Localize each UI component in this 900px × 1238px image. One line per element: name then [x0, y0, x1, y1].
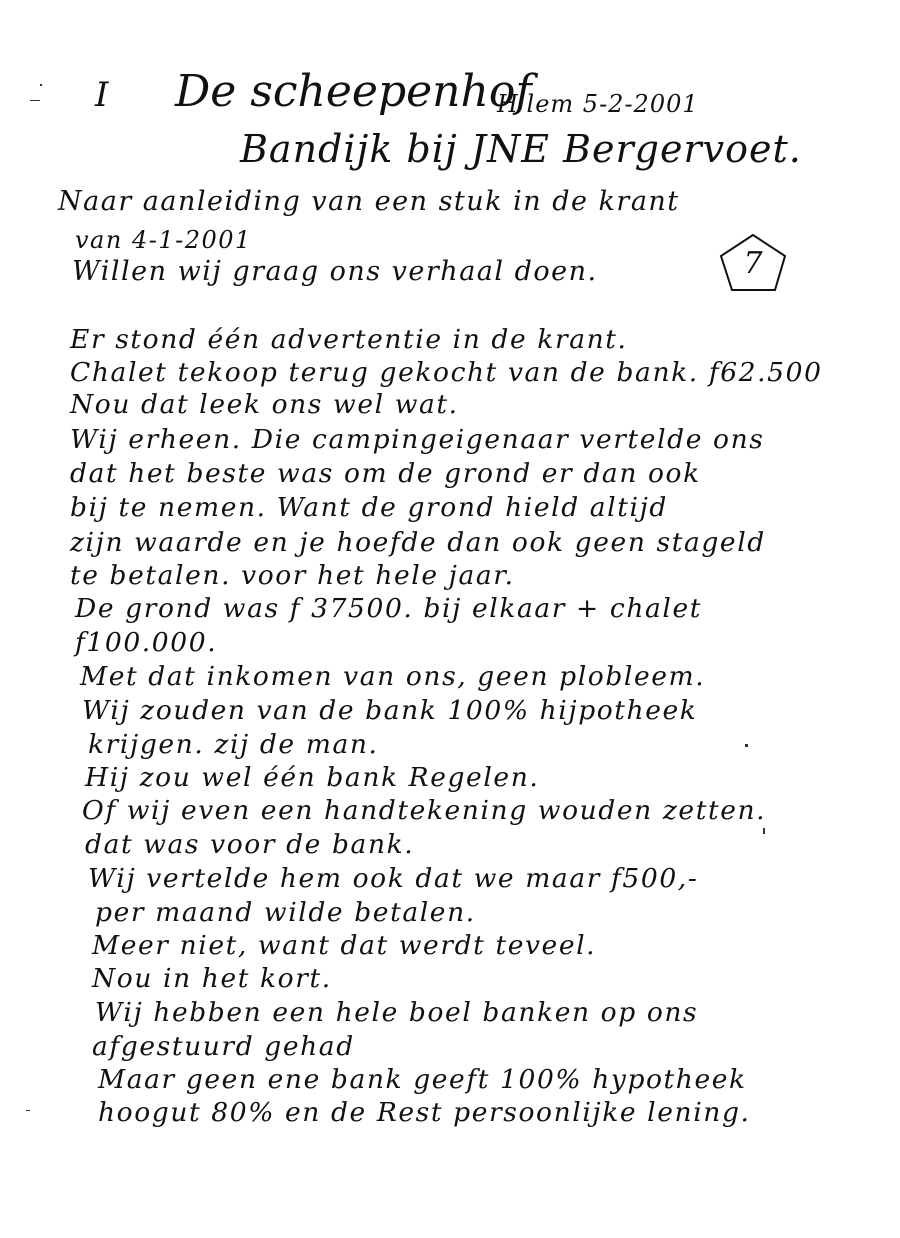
- body-line: Maar geen ene bank geeft 100% hypotheek: [98, 1064, 747, 1095]
- letter-title: De scheepenhof: [175, 66, 532, 117]
- body-line: Wij hebben een hele boel banken op ons: [95, 997, 699, 1028]
- intro-line: Naar aanleiding van een stuk in de krant: [58, 186, 680, 217]
- body-line: Wij vertelde hem ook dat we maar f500,-: [88, 863, 699, 894]
- address-line: Bandijk bij JNE Bergervoet.: [240, 127, 802, 171]
- body-line: afgestuurd gehad: [92, 1031, 355, 1062]
- page-number: I: [95, 75, 109, 115]
- badge-number: 7: [743, 246, 763, 281]
- body-line: Met dat inkomen van ons, geen plobleem.: [80, 661, 706, 692]
- scan-speck: [40, 84, 42, 86]
- body-line: Nou dat leek ons wel wat.: [70, 389, 459, 420]
- scan-speck: [26, 1110, 30, 1111]
- body-line: Nou in het kort.: [92, 963, 332, 994]
- body-line: Er stond één advertentie in de krant.: [70, 324, 628, 355]
- body-line: dat was voor de bank.: [85, 829, 415, 860]
- body-line: Wij zouden van de bank 100% hijpotheek: [82, 695, 698, 726]
- body-line: bij te nemen. Want de grond hield altijd: [70, 492, 668, 523]
- body-line: dat het beste was om de grond er dan ook: [70, 458, 701, 489]
- body-line: hoogut 80% en de Rest persoonlijke lening.: [98, 1097, 751, 1128]
- scan-speck: [745, 744, 748, 747]
- body-line: krijgen. zij de man.: [88, 729, 379, 760]
- body-line: Chalet tekoop terug gekocht van de bank. f62.500: [70, 357, 823, 388]
- body-line: Wij erheen. Die campingeigenaar vertelde ons: [70, 424, 765, 455]
- body-line: zijn waarde en je hoefde dan ook geen stageld: [70, 527, 766, 558]
- body-line: f100.000.: [75, 627, 218, 658]
- intro-line: Willen wij graag ons verhaal doen.: [72, 256, 598, 287]
- pentagon-badge: [718, 232, 788, 294]
- body-line: per maand wilde betalen.: [95, 897, 476, 928]
- body-line: Hij zou wel één bank Regelen.: [85, 762, 540, 793]
- body-line: Of wij even een handtekening wouden zetten.: [82, 795, 767, 826]
- body-line: te betalen. voor het hele jaar.: [70, 560, 515, 591]
- scan-speck: [763, 828, 765, 834]
- scan-speck: [30, 100, 40, 101]
- body-line: De grond was f 37500. bij elkaar + chalet: [75, 593, 703, 624]
- intro-line: van 4-1-2001: [75, 226, 252, 254]
- place-date: H'lem 5-2-2001: [497, 90, 699, 118]
- body-line: Meer niet, want dat werdt teveel.: [92, 930, 597, 961]
